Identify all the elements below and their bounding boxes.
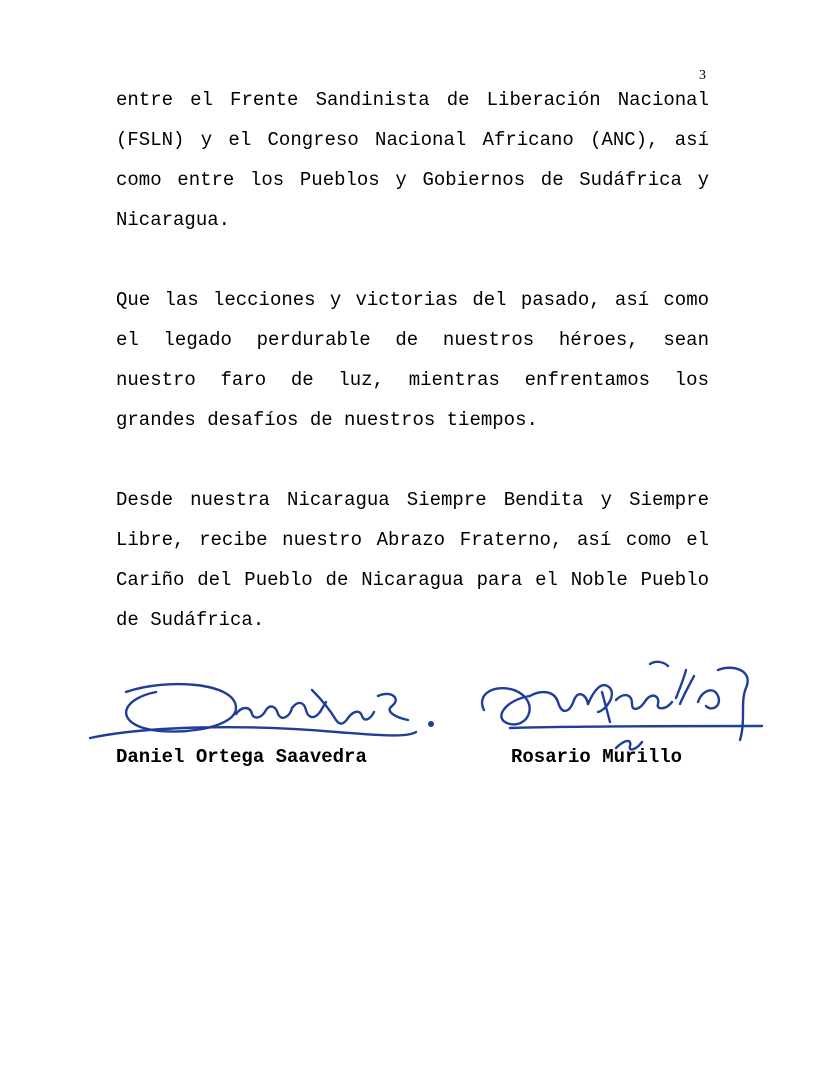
signer-name-2: Rosario Murillo — [511, 746, 683, 768]
paragraph-2: Que las lecciones y victorias del pasado, así como el legado perdurable de nuestros héroes, sean nuestro faro de luz, mientras enfrentamos los grandes desafíos de nuestros tiempos. — [116, 289, 709, 431]
letter-body — [116, 80, 709, 680]
page-number: 3 — [699, 68, 706, 83]
signature-daniel-ortega — [86, 660, 446, 755]
paragraph-1: entre el Frente Sandinista de Liberación Nacional (FSLN) y el Congreso Nacional Africano (ANC), así como entre los Pueblos y Gobiernos de Sudáfrica y Nicaragua. — [116, 89, 709, 231]
signer-name-1: Daniel Ortega Saavedra — [116, 746, 367, 768]
signature-block — [0, 650, 825, 780]
paragraph-3: Desde nuestra Nicaragua Siempre Bendita y Siempre Libre, recibe nuestro Abrazo Fraterno, así como el Cariño del Pueblo de Nicaragua para el Noble Pueblo de Sudáfrica. — [116, 489, 709, 631]
signature-rosario-murillo — [470, 650, 770, 760]
